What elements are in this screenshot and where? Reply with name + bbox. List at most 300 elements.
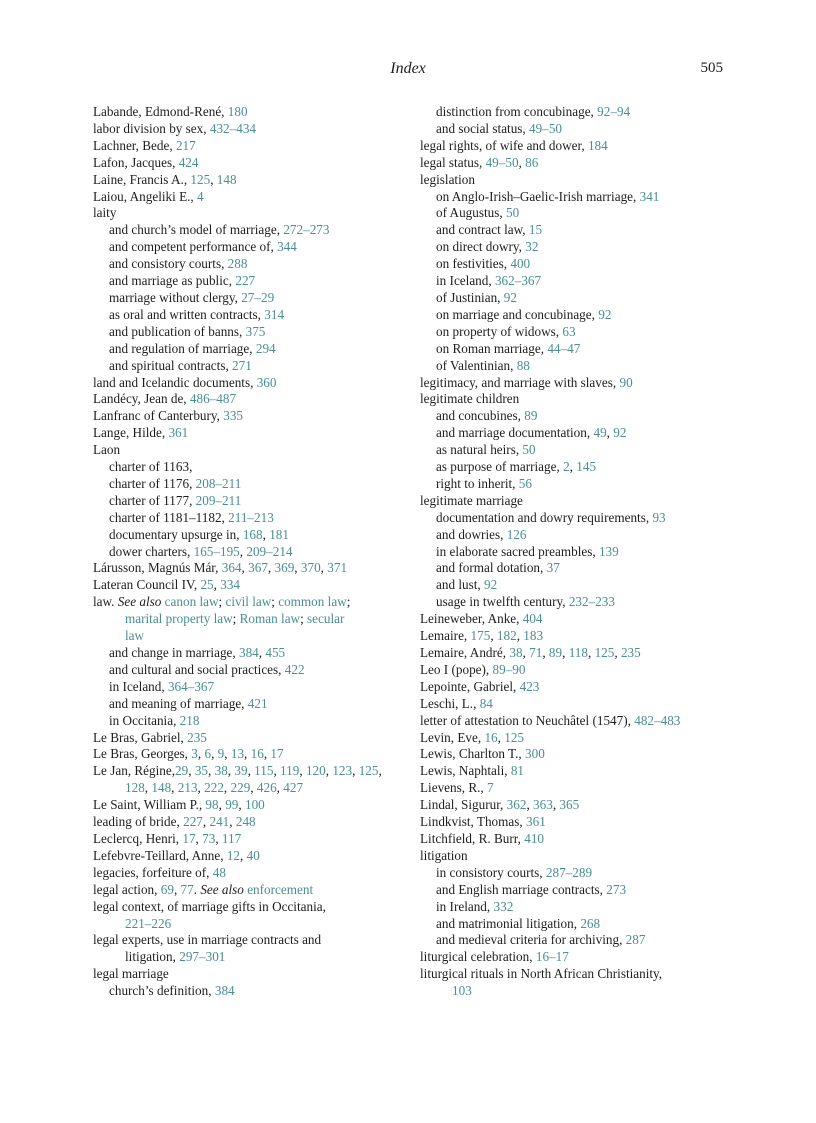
index-entry bbox=[93, 408, 405, 425]
page-reference-link[interactable]: 209–211 bbox=[195, 492, 242, 508]
entry-text: legitimacy, and marriage with slaves, bbox=[420, 374, 620, 390]
page-reference-link[interactable]: 217 bbox=[175, 137, 196, 153]
index-subentry bbox=[420, 239, 725, 256]
page-reference-link[interactable]: 126 bbox=[506, 526, 527, 542]
page-reference-link[interactable]: 123 bbox=[332, 763, 353, 779]
page-reference-link[interactable]: 81 bbox=[510, 763, 525, 779]
entry-text: Lachner, Bede, bbox=[93, 137, 176, 153]
page-reference-link[interactable]: 365 bbox=[559, 797, 580, 813]
index-entry bbox=[420, 628, 725, 645]
entry-text: and English marriage contracts, bbox=[436, 881, 607, 897]
page-reference-link[interactable]: 423 bbox=[519, 678, 540, 694]
page-reference-link[interactable]: 118 bbox=[568, 645, 588, 660]
index-subentry bbox=[420, 408, 725, 425]
page-reference-link[interactable]: 89 bbox=[548, 645, 563, 660]
index-entry bbox=[420, 797, 725, 814]
index-subentry bbox=[93, 222, 405, 239]
page-reference-link[interactable]: 271 bbox=[232, 357, 252, 373]
entry-text: , bbox=[542, 645, 549, 660]
entry-text: ; bbox=[232, 611, 240, 627]
entry-text: and church’s model of marriage, bbox=[109, 222, 284, 238]
index-subentry bbox=[93, 324, 405, 341]
index-subentry bbox=[420, 560, 725, 577]
page-reference-link[interactable]: 208–211 bbox=[195, 475, 242, 491]
page-reference-link[interactable]: 125 bbox=[190, 171, 211, 187]
page-reference-link[interactable]: 482–483 bbox=[634, 712, 681, 728]
entry-text: liturgical rituals in North African Christianity, bbox=[420, 966, 663, 982]
index-subentry bbox=[420, 341, 725, 358]
index-entry bbox=[93, 730, 405, 747]
page-reference-link[interactable]: 227 bbox=[183, 814, 203, 830]
entry-text: on property of widows, bbox=[436, 323, 563, 339]
entry-text: legal status, bbox=[420, 154, 486, 170]
index-subentry bbox=[93, 527, 405, 544]
entry-text: ; bbox=[271, 594, 279, 610]
index-subentry bbox=[420, 882, 725, 899]
entry-text: documentary upsurge in, bbox=[109, 526, 243, 542]
index-entry bbox=[93, 865, 405, 882]
page-reference-link[interactable]: 364–367 bbox=[167, 678, 215, 694]
page-reference-link[interactable]: 119 bbox=[280, 763, 300, 779]
page-reference-link[interactable]: 17 bbox=[182, 830, 196, 846]
page-reference-link[interactable]: 2 bbox=[563, 459, 570, 475]
page-reference-link[interactable]: 334 bbox=[220, 577, 240, 593]
index-entry bbox=[93, 138, 405, 155]
index-subentry bbox=[420, 544, 725, 561]
page-reference-link[interactable]: 165–195 bbox=[193, 543, 240, 559]
page-reference-link[interactable]: 103 bbox=[452, 983, 472, 999]
page-reference-link[interactable]: 235 bbox=[620, 645, 641, 660]
entry-text: Le Bras, Gabriel, bbox=[93, 729, 188, 745]
entry-text: legal marriage bbox=[93, 966, 169, 982]
index-subentry bbox=[420, 222, 725, 239]
page-reference-link[interactable]: 375 bbox=[245, 323, 266, 339]
entry-text: Levin, Eve, bbox=[420, 729, 485, 745]
index-entry bbox=[93, 155, 405, 172]
index-entry bbox=[420, 831, 725, 848]
page-reference-link[interactable]: 184 bbox=[587, 137, 608, 153]
page-reference-link[interactable]: 125 bbox=[594, 645, 615, 660]
page-reference-link[interactable]: 29 bbox=[175, 763, 189, 779]
page-reference-link[interactable]: 235 bbox=[187, 729, 207, 745]
entry-text: Lievens, R., bbox=[420, 780, 488, 796]
entry-text: Lefebvre-Teillard, Anne, bbox=[93, 847, 227, 863]
entry-text: Lemaire, André, bbox=[420, 645, 510, 660]
index-entry bbox=[93, 205, 405, 222]
index-subentry bbox=[420, 476, 725, 493]
entry-text: , bbox=[614, 645, 621, 660]
index-subentry bbox=[420, 358, 725, 375]
page-reference-link[interactable]: 40 bbox=[246, 847, 260, 863]
entry-text: and medieval criteria for archiving, bbox=[436, 932, 626, 948]
page-reference-link[interactable]: civil law bbox=[225, 594, 272, 610]
page-reference-link[interactable]: secular bbox=[307, 611, 345, 627]
page-reference-link[interactable]: 92 bbox=[613, 425, 627, 441]
page-reference-link[interactable]: 50 bbox=[522, 442, 536, 458]
entry-text: , bbox=[258, 645, 266, 660]
page-reference-link[interactable]: 86 bbox=[525, 154, 539, 170]
entry-text: legal experts, use in marriage contracts and bbox=[93, 932, 322, 948]
entry-text: letter of attestation to Neuchâtel (1547), bbox=[420, 712, 635, 728]
page-reference-link[interactable]: 400 bbox=[510, 256, 531, 272]
entry-text: , bbox=[263, 746, 271, 762]
entry-text: labor division by sex, bbox=[93, 120, 210, 136]
page-reference-link[interactable]: 49–50 bbox=[529, 120, 562, 136]
page-reference-link[interactable]: 92 bbox=[484, 577, 498, 593]
page-reference-link[interactable]: 211–213 bbox=[228, 509, 274, 525]
page-reference-link[interactable]: 273 bbox=[606, 881, 627, 897]
index-subentry bbox=[420, 527, 725, 544]
entry-text: , bbox=[352, 763, 359, 779]
page-reference-link[interactable]: 297–301 bbox=[179, 949, 226, 965]
index-subentry bbox=[420, 865, 725, 882]
entry-text: documentation and dowry requirements, bbox=[436, 509, 653, 525]
page-reference-link[interactable]: 115 bbox=[254, 763, 274, 779]
page-reference-link[interactable]: 229 bbox=[230, 780, 251, 796]
entry-text: liturgical celebration, bbox=[420, 949, 536, 965]
page-reference-link[interactable]: 341 bbox=[639, 188, 660, 204]
index-subentry bbox=[420, 510, 725, 527]
page-reference-link[interactable]: 432–434 bbox=[209, 120, 257, 136]
page-reference-link[interactable]: 98 bbox=[205, 797, 219, 813]
index-subentry bbox=[93, 256, 405, 273]
page-reference-link[interactable]: 12 bbox=[226, 847, 241, 863]
page-reference-link[interactable]: 486–487 bbox=[189, 391, 237, 407]
entry-text: , bbox=[247, 763, 255, 779]
entry-text: legal context, of marriage gifts in Occitania, bbox=[93, 898, 326, 914]
page-reference-link[interactable]: 232–233 bbox=[568, 594, 615, 610]
page-reference-link[interactable]: 27–29 bbox=[241, 289, 275, 305]
entry-text: charter of 1181–1182, bbox=[109, 509, 229, 525]
entry-text: , bbox=[262, 526, 270, 542]
page-reference-link[interactable]: 63 bbox=[562, 323, 576, 339]
entry-text: in Ireland, bbox=[436, 898, 494, 914]
entry-text: Leineweber, Anke, bbox=[420, 611, 523, 627]
entry-text: , bbox=[144, 780, 152, 796]
entry-text: and marriage as public, bbox=[109, 273, 236, 289]
entry-text: Lafon, Jacques, bbox=[93, 154, 179, 170]
page-reference-link[interactable]: 92 bbox=[598, 306, 612, 322]
index-subentry bbox=[420, 932, 725, 949]
page-reference-link[interactable]: 15 bbox=[528, 222, 543, 238]
entry-text: on Roman marriage, bbox=[436, 340, 548, 356]
page-reference-link[interactable]: 362 bbox=[506, 797, 527, 813]
cross-reference-label: See also bbox=[117, 594, 162, 610]
page-reference-link[interactable]: 35 bbox=[194, 763, 208, 779]
page-reference-link[interactable]: 361 bbox=[526, 814, 546, 830]
page-reference-link[interactable]: 6 bbox=[204, 746, 212, 762]
page-reference-link[interactable]: 148 bbox=[151, 780, 172, 796]
index-subentry bbox=[420, 205, 725, 222]
page-reference-link[interactable]: 332 bbox=[493, 898, 514, 914]
page-reference-link[interactable]: 410 bbox=[524, 830, 544, 846]
page-reference-link[interactable]: Roman law bbox=[239, 611, 301, 627]
page-reference-link[interactable]: 384 bbox=[238, 645, 259, 660]
index-entry bbox=[420, 493, 725, 510]
index-entry bbox=[420, 966, 725, 1000]
running-title: Index bbox=[390, 60, 426, 77]
page-reference-link[interactable]: 421 bbox=[247, 695, 268, 711]
entry-continuation-line bbox=[125, 611, 405, 628]
page-reference-link[interactable]: 248 bbox=[235, 814, 256, 830]
page-reference-link[interactable]: 145 bbox=[576, 459, 597, 475]
index-subentry bbox=[93, 696, 405, 713]
page-reference-link[interactable]: 222 bbox=[204, 780, 224, 796]
page-reference-link[interactable]: 268 bbox=[580, 915, 601, 931]
entry-text: and publication of banns, bbox=[109, 323, 246, 339]
page-reference-link[interactable]: 44–47 bbox=[547, 340, 581, 356]
entry-text: ; bbox=[218, 594, 226, 610]
page-reference-link[interactable]: 120 bbox=[305, 763, 326, 779]
page-reference-link[interactable]: 344 bbox=[277, 239, 297, 255]
entry-text: , bbox=[240, 847, 247, 863]
page-reference-link[interactable]: 183 bbox=[523, 628, 544, 644]
entry-text: Lewis, Naphtali, bbox=[420, 763, 511, 779]
page-reference-link[interactable]: 99 bbox=[225, 797, 239, 813]
entry-text: . bbox=[193, 881, 201, 897]
page-reference-link[interactable]: 3 bbox=[191, 746, 198, 762]
index-entry bbox=[93, 763, 405, 797]
page-reference-link[interactable]: 48 bbox=[212, 864, 226, 880]
entry-text: dower charters, bbox=[109, 543, 194, 559]
page-reference-link[interactable]: 181 bbox=[269, 526, 289, 542]
entry-text: , bbox=[587, 645, 595, 660]
entry-text: , bbox=[210, 171, 217, 187]
entry-text: , bbox=[294, 560, 301, 576]
page-reference-link[interactable]: 69 bbox=[160, 881, 174, 897]
entry-text: litigation, bbox=[125, 949, 180, 965]
page-reference-link[interactable]: 455 bbox=[265, 645, 286, 660]
page-reference-link[interactable]: 361 bbox=[168, 425, 189, 441]
page-reference-link[interactable]: 424 bbox=[178, 154, 199, 170]
index-entry bbox=[420, 138, 725, 155]
entry-text: in Iceland, bbox=[109, 678, 168, 694]
page-reference-link[interactable]: 427 bbox=[283, 780, 304, 796]
page-reference-link[interactable]: 13 bbox=[230, 746, 245, 762]
entry-text: , bbox=[188, 763, 195, 779]
entry-text: , bbox=[241, 560, 249, 576]
entry-text: charter of 1177, bbox=[109, 492, 196, 508]
page-reference-link[interactable]: 209–214 bbox=[246, 543, 293, 559]
page-reference-link[interactable]: 364 bbox=[221, 560, 242, 576]
entry-text: Lange, Hilde, bbox=[93, 425, 169, 441]
index-entry bbox=[420, 155, 725, 172]
page-reference-link[interactable]: 90 bbox=[619, 374, 633, 390]
page-reference-link[interactable]: 89–90 bbox=[492, 661, 526, 677]
page-reference-link[interactable]: 100 bbox=[244, 797, 265, 813]
page-reference-link[interactable]: 227 bbox=[235, 273, 256, 289]
index-entry bbox=[93, 594, 405, 645]
entry-text: , bbox=[239, 543, 247, 559]
index-subentry bbox=[420, 442, 725, 459]
page-reference-link[interactable]: 4 bbox=[197, 188, 204, 204]
entry-text: as natural heirs, bbox=[436, 442, 523, 458]
index-entry bbox=[93, 560, 405, 577]
page-reference-link[interactable]: 128 bbox=[125, 780, 145, 796]
page-reference-link[interactable]: 117 bbox=[221, 830, 242, 846]
page-reference-link[interactable]: 300 bbox=[525, 746, 545, 762]
entry-text: legal rights, of wife and dower, bbox=[420, 137, 588, 153]
index-entry bbox=[93, 391, 405, 408]
page-reference-link[interactable]: 73 bbox=[202, 830, 216, 846]
index-subentry bbox=[93, 713, 405, 730]
index-entry bbox=[93, 577, 405, 594]
page-reference-link[interactable]: 360 bbox=[256, 374, 277, 390]
entry-text: , bbox=[238, 797, 245, 813]
page-reference-link[interactable]: 168 bbox=[242, 526, 263, 542]
index-entry bbox=[420, 814, 725, 831]
page-reference-link[interactable]: 32 bbox=[525, 239, 539, 255]
cross-reference-label: See also bbox=[200, 881, 244, 897]
page-reference-link[interactable]: 369 bbox=[274, 560, 295, 576]
entry-text: on festivities, bbox=[436, 256, 511, 272]
page-reference-link[interactable]: 16 bbox=[250, 746, 264, 762]
page-reference-link[interactable]: 139 bbox=[598, 543, 619, 559]
page-reference-link[interactable]: 182 bbox=[496, 628, 517, 644]
entry-text: of Augustus, bbox=[436, 205, 506, 221]
page-reference-link[interactable]: 287–289 bbox=[545, 864, 593, 880]
page-reference-link[interactable]: 148 bbox=[216, 171, 237, 187]
index-entry bbox=[420, 679, 725, 696]
index-subentry bbox=[93, 983, 405, 1000]
entry-text: , bbox=[250, 780, 257, 796]
index-subentry bbox=[420, 273, 725, 290]
page-header bbox=[93, 60, 723, 84]
page-reference-link[interactable]: 92 bbox=[503, 289, 517, 305]
page-reference-link[interactable]: 71 bbox=[529, 645, 543, 660]
page-reference-link[interactable]: 38 bbox=[509, 645, 523, 660]
page-reference-link[interactable]: 84 bbox=[479, 695, 493, 711]
index-entry bbox=[420, 611, 725, 628]
page-reference-link[interactable]: 88 bbox=[516, 357, 530, 373]
index-subentry bbox=[93, 358, 405, 375]
page-reference-link[interactable]: 367 bbox=[248, 560, 268, 576]
entry-text: legitimate marriage bbox=[420, 492, 523, 508]
entry-text: , bbox=[526, 797, 534, 813]
index-subentry bbox=[420, 425, 725, 442]
page-reference-link[interactable]: 422 bbox=[284, 661, 305, 677]
page-reference-link[interactable]: 7 bbox=[487, 780, 494, 796]
page-reference-link[interactable]: 221–226 bbox=[125, 915, 172, 931]
entry-text: and dowries, bbox=[436, 526, 507, 542]
page-reference-link[interactable]: 77 bbox=[180, 881, 194, 897]
entry-text: legal action, bbox=[93, 881, 161, 897]
entry-text: Le Saint, William P., bbox=[93, 797, 206, 813]
entry-text: Lemaire, bbox=[420, 628, 471, 644]
index-entry bbox=[420, 696, 725, 713]
page-reference-link[interactable]: 56 bbox=[518, 475, 532, 491]
page-reference-link[interactable]: 288 bbox=[227, 256, 248, 272]
page-reference-link[interactable]: 16–17 bbox=[535, 949, 569, 965]
entry-text: Leclercq, Henri, bbox=[93, 830, 183, 846]
page-reference-link[interactable]: 218 bbox=[179, 712, 200, 728]
page-reference-link[interactable]: enforcement bbox=[247, 881, 314, 897]
entry-text: and competent performance of, bbox=[109, 239, 278, 255]
page-reference-link[interactable]: 362–367 bbox=[494, 273, 542, 289]
entry-text: on marriage and concubinage, bbox=[436, 306, 599, 322]
page-reference-link[interactable]: canon law bbox=[164, 594, 219, 610]
page-reference-link[interactable]: 49–50 bbox=[485, 154, 519, 170]
entry-text: , bbox=[173, 881, 181, 897]
index-subentry bbox=[93, 662, 405, 679]
page-reference-link[interactable]: 241 bbox=[209, 814, 230, 830]
entry-text: , bbox=[197, 746, 205, 762]
entry-text: and matrimonial litigation, bbox=[436, 915, 581, 931]
page-reference-link[interactable]: 92–94 bbox=[597, 104, 631, 119]
entry-text: land and Icelandic documents, bbox=[93, 374, 257, 390]
page-reference-link[interactable]: 180 bbox=[227, 104, 248, 119]
page-reference-link[interactable]: 287 bbox=[625, 932, 646, 948]
entry-text: , bbox=[299, 763, 306, 779]
index-subentry bbox=[420, 121, 725, 138]
page-reference-link[interactable]: common law bbox=[278, 594, 347, 610]
page-reference-link[interactable]: 17 bbox=[270, 746, 284, 762]
page-reference-link[interactable]: 125 bbox=[504, 729, 525, 745]
entry-text: in Occitania, bbox=[109, 712, 180, 728]
page-reference-link[interactable]: 426 bbox=[256, 780, 277, 796]
page-reference-link[interactable]: law bbox=[125, 628, 145, 644]
entry-text: and change in marriage, bbox=[109, 645, 239, 660]
page-reference-link[interactable]: 175 bbox=[470, 628, 491, 644]
page-reference-link[interactable]: 213 bbox=[177, 780, 198, 796]
page-reference-link[interactable]: 335 bbox=[223, 408, 244, 424]
index-subentry bbox=[420, 104, 725, 121]
page-reference-link[interactable]: 38 bbox=[214, 763, 228, 779]
index-entry bbox=[93, 831, 405, 848]
page-reference-link[interactable]: 50 bbox=[505, 205, 520, 221]
page-reference-link[interactable]: 363 bbox=[533, 797, 553, 813]
entry-text: church’s definition, bbox=[109, 983, 215, 999]
page-reference-link[interactable]: 49 bbox=[593, 425, 607, 441]
entry-text: Le Jan, Régine, bbox=[93, 763, 176, 779]
page-reference-link[interactable]: 25 bbox=[200, 577, 214, 593]
page-reference-link[interactable]: 371 bbox=[327, 560, 348, 576]
page-reference-link[interactable]: 37 bbox=[546, 560, 560, 576]
page-reference-link[interactable]: 39 bbox=[234, 763, 248, 779]
page-reference-link[interactable]: marital property law bbox=[125, 611, 233, 627]
entry-text: , bbox=[227, 763, 235, 779]
page-reference-link[interactable]: 9 bbox=[217, 746, 225, 762]
page-reference-link[interactable]: 404 bbox=[522, 611, 543, 627]
entry-text: and consistory courts, bbox=[109, 256, 228, 272]
index-entry bbox=[93, 797, 405, 814]
page-reference-link[interactable]: 89 bbox=[524, 408, 538, 424]
entry-text: Landécy, Jean de, bbox=[93, 391, 190, 407]
entry-text: , bbox=[197, 780, 205, 796]
page-reference-link[interactable]: 370 bbox=[300, 560, 321, 576]
entry-text: legacies, forfeiture of, bbox=[93, 864, 213, 880]
index-subentry bbox=[420, 594, 725, 611]
entry-text: on direct dowry, bbox=[436, 239, 526, 255]
entry-text: Lewis, Charlton T., bbox=[420, 746, 525, 762]
entry-text: Laon bbox=[93, 442, 121, 458]
index-entry bbox=[420, 763, 725, 780]
page-reference-link[interactable]: 272–273 bbox=[283, 222, 330, 238]
page-reference-link[interactable]: 125 bbox=[358, 763, 379, 779]
page-reference-link[interactable]: 16 bbox=[484, 729, 498, 745]
index-subentry bbox=[93, 645, 405, 662]
page-reference-link[interactable]: 93 bbox=[652, 509, 666, 525]
entry-text: , bbox=[378, 763, 382, 779]
page-reference-link[interactable]: 384 bbox=[214, 983, 235, 999]
page-reference-link[interactable]: 314 bbox=[264, 306, 285, 322]
index-entry bbox=[93, 172, 405, 189]
entry-text: , bbox=[244, 746, 251, 762]
page-reference-link[interactable]: 294 bbox=[255, 340, 276, 356]
entry-text: , bbox=[552, 797, 560, 813]
entry-text: right to inherit, bbox=[436, 475, 519, 491]
index-subentry bbox=[420, 290, 725, 307]
